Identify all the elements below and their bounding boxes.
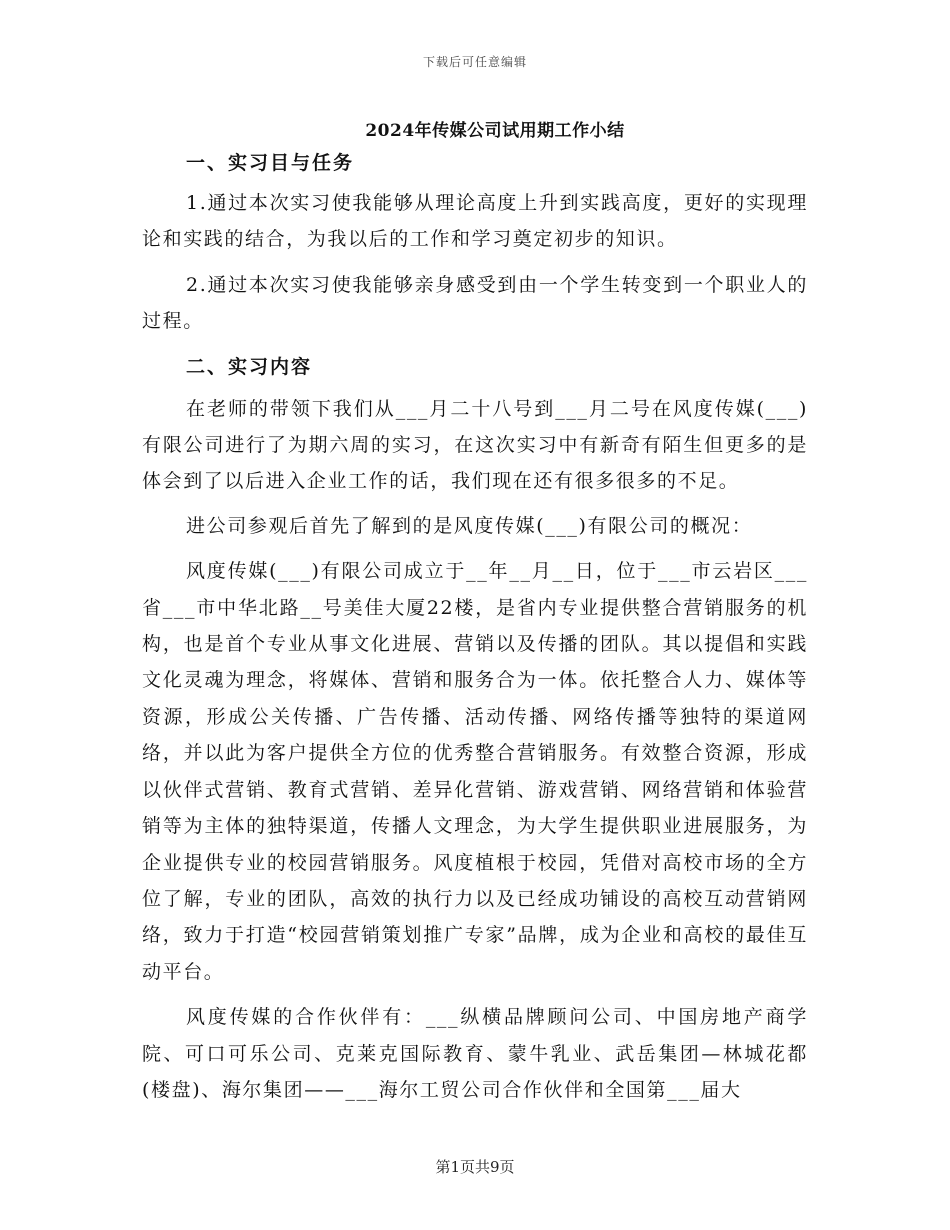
page-header-note: 下载后可任意编辑 bbox=[422, 55, 527, 69]
paragraph-4: 进公司参观后首先了解到的是风度传媒(___)有限公司的概况： bbox=[186, 514, 753, 537]
paragraph-3: 在老师的带领下我们从___月二十八号到___月二号在风度传媒(___)有限公司进行了为期六周的实习，在这次实习中有新奇有陌生但更多的是体会到了以后进入企业工作的话，我们现在还有很多很多的不足。 bbox=[142, 397, 808, 493]
paragraph-1: 1.通过本次实习使我能够从理论高度上升到实践高度，更好的实现理论和实践的结合，为我以后的工作和学习奠定初步的知识。 bbox=[142, 192, 808, 251]
section-heading-2: 二、实习内容 bbox=[186, 355, 313, 378]
paragraph-2: 2.通过本次实习使我能够亲身感受到由一个学生转变到一个职业人的过程。 bbox=[142, 273, 808, 333]
document-body bbox=[142, 145, 808, 1108]
page-number-footer: 第1页共9页 bbox=[435, 1158, 515, 1176]
paragraph-6: 风度传媒的合作伙伴有：___纵横品牌顾问公司、中国房地产商学院、可口可乐公司、克莱克国际教育、蒙牛乳业、武岳集团—林城花都(楼盘)、海尔集团——___海尔工贸公司合作伙伴和全国第___届大 bbox=[142, 1006, 808, 1101]
section-heading-1: 一、实习目与任务 bbox=[186, 152, 355, 174]
paragraph-5: 风度传媒(___)有限公司成立于__年__月__日，位于___市云岩区___省___市中华北路__号美佳大厦22楼，是省内专业提供整合营销服务的机构，也是首个专业从事文化进展、营销以及传播的团队。其以提倡和实践文化灵魂为理念，将媒体、营销和服务合为一体。依托整合人力、媒体等资源，形成公关传播、广告传播、活动传播、网络传播等独特的渠道网络，并以此为客户提供全方位的优秀整合营销服务。有效整合资源，形成以伙伴式营销、教育式营销、差异化营销、游戏营销、网络营销和体验营销等为主体的独特渠道，传播人文理念，为大学生提供职业进展服务，为企业提供专业的校园营销服务。风度植根于校园，凭借对高校市场的全方位了解，专业的团队，高效的执行力以及已经成功铺设的高校互动营销网络，致力于打造“校园营销策划推广专家”品牌，成为企业和高校的最佳互动平台。 bbox=[142, 560, 808, 983]
document-title: 2024年传媒公司试用期工作小结 bbox=[365, 121, 625, 141]
